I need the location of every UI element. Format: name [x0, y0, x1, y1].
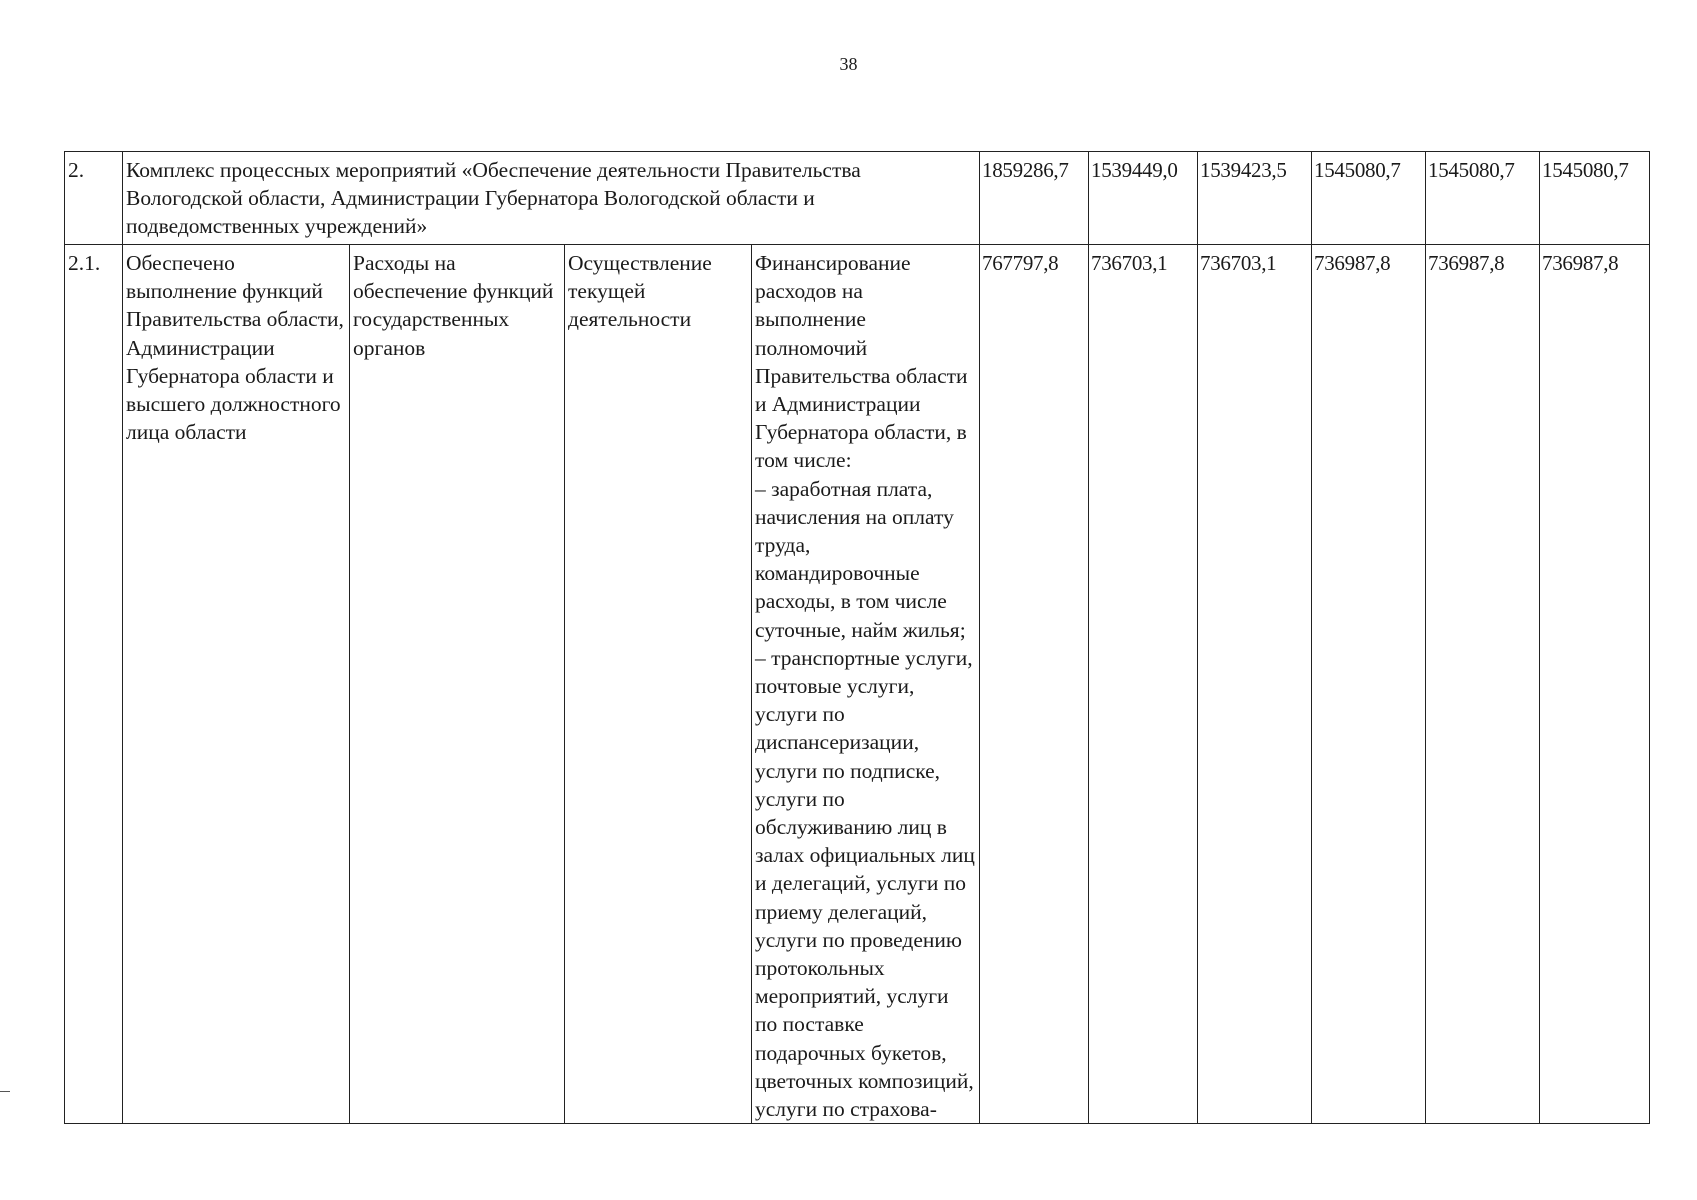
- value-cell: 1539449,0: [1089, 152, 1198, 245]
- value-cell: 736987,8: [1426, 245, 1540, 1124]
- value-cell: 1545080,7: [1426, 152, 1540, 245]
- page-number: 38: [839, 54, 858, 74]
- value-cell: 736987,8: [1312, 245, 1426, 1124]
- value-cell: 1545080,7: [1540, 152, 1650, 245]
- table-row: [65, 245, 1650, 1124]
- scan-edge-mark: [0, 1091, 10, 1092]
- result-cell: Обеспечено выполнение функций Правительства области, Администрации Губернатора области и высшего должностного лица области: [123, 245, 350, 1124]
- complex-title: Комплекс процессных мероприятий «Обеспечение деятельности Правительства Вологодской области, Администрации Губернатора Вологодской области и подведомственных учреждений»: [123, 152, 980, 245]
- row-index: 2.1.: [65, 245, 123, 1124]
- budget-table: [64, 151, 1650, 1124]
- value-cell: 736703,1: [1198, 245, 1312, 1124]
- activity-cell: Осуществление текущей деятельности: [565, 245, 752, 1124]
- value-cell: 736987,8: [1540, 245, 1650, 1124]
- value-cell: 1545080,7: [1312, 152, 1426, 245]
- expense-cell: Расходы на обеспечение функций государственных органов: [350, 245, 565, 1124]
- value-cell: 1859286,7: [980, 152, 1089, 245]
- value-cell: 767797,8: [980, 245, 1089, 1124]
- value-cell: 1539423,5: [1198, 152, 1312, 245]
- table-row: [65, 152, 1650, 245]
- row-index: 2.: [65, 152, 123, 245]
- description-cell: Финансирование расходов на выполнение полномочий Правительства области и Администрации Губернатора области, в том числе: – заработная плата, начисления на оплату труда, командировочные расходы, в том числе суточные, найм жилья; – транспортные услуги, почтовые услуги, услуги по диспансеризации, услуги по подписке, услуги по обслуживанию лиц в залах официальных лиц и делегаций, услуги по приему делегаций, услуги по проведению протокольных мероприятий, услуги по поставке подарочных букетов, цветочных композиций, услуги по страхова-: [752, 245, 980, 1124]
- value-cell: 736703,1: [1089, 245, 1198, 1124]
